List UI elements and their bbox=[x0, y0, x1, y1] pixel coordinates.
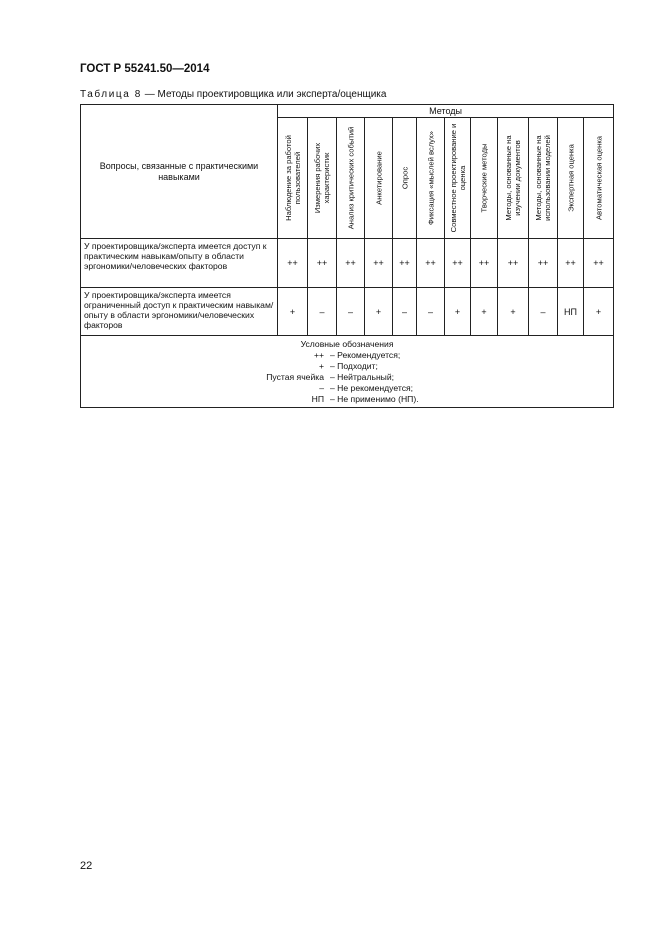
legend-description: – Нейтральный; bbox=[330, 372, 395, 382]
table-row bbox=[81, 239, 614, 288]
method-header bbox=[445, 118, 471, 239]
value-cell: + bbox=[471, 288, 498, 336]
table-row bbox=[81, 288, 614, 336]
legend-description: – Подходит; bbox=[330, 361, 378, 371]
method-header bbox=[365, 118, 393, 239]
method-header bbox=[529, 118, 558, 239]
method-header-text: Творческие методы bbox=[479, 143, 489, 213]
method-header bbox=[393, 118, 417, 239]
method-header-text: Анализ критических событий bbox=[346, 126, 355, 230]
table-caption-text: — Методы проектировщика или эксперта/оценщика bbox=[141, 89, 387, 100]
legend bbox=[81, 336, 614, 408]
method-header-text: Методы, основанные на использовании моделей bbox=[534, 135, 552, 221]
value-cell: НП bbox=[558, 288, 584, 336]
value-cell: ++ bbox=[498, 239, 529, 288]
value-cell: – bbox=[308, 288, 337, 336]
value-cell: ++ bbox=[417, 239, 445, 288]
methods-header: Методы bbox=[278, 105, 614, 118]
value-cell: ++ bbox=[529, 239, 558, 288]
legend-item bbox=[81, 372, 613, 383]
method-header-text: Фиксация «мыслей вслух» bbox=[426, 131, 435, 225]
value-cell: ++ bbox=[365, 239, 393, 288]
legend-symbol: – bbox=[319, 383, 324, 393]
method-header-text: Наблюдение за работой пользователей bbox=[283, 135, 302, 221]
method-header-text: Опрос bbox=[400, 166, 409, 190]
legend-item bbox=[81, 350, 613, 361]
legend-symbol: ++ bbox=[313, 350, 324, 360]
legend-symbol: НП bbox=[311, 394, 324, 404]
methods-table bbox=[80, 104, 614, 408]
value-cell: – bbox=[393, 288, 417, 336]
question-cell: У проектировщика/эксперта имеется доступ к практическим навыкам/опыту в области эргономики/человеческих факторов bbox=[81, 239, 278, 288]
method-header-text: Совместное проектирование и оценка bbox=[448, 123, 467, 233]
value-cell: ++ bbox=[445, 239, 471, 288]
value-cell: + bbox=[445, 288, 471, 336]
questions-header: Вопросы, связанные с практическими навыками bbox=[81, 105, 278, 239]
method-header bbox=[278, 118, 308, 239]
method-header-text: Измерения рабочих характеристик bbox=[313, 142, 331, 214]
value-cell: ++ bbox=[584, 239, 614, 288]
legend-symbol: Пустая ячейка bbox=[266, 372, 324, 382]
value-cell: + bbox=[584, 288, 614, 336]
value-cell: ++ bbox=[471, 239, 498, 288]
method-header bbox=[558, 118, 584, 239]
method-header bbox=[584, 118, 614, 239]
method-header-text: Экспертная оценка bbox=[566, 144, 575, 212]
value-cell: + bbox=[365, 288, 393, 336]
value-cell: + bbox=[498, 288, 529, 336]
table-caption-label: Таблица 8 bbox=[80, 89, 142, 100]
method-header bbox=[471, 118, 498, 239]
legend-description: – Не рекомендуется; bbox=[330, 383, 414, 393]
legend-title: Условные обозначения bbox=[300, 339, 394, 349]
page-number: 22 bbox=[80, 860, 93, 872]
method-header-text: Автоматическая оценка bbox=[594, 135, 604, 221]
value-cell: + bbox=[278, 288, 308, 336]
value-cell: ++ bbox=[558, 239, 584, 288]
value-cell: ++ bbox=[308, 239, 337, 288]
legend-description: – Рекомендуется; bbox=[330, 350, 401, 360]
method-header-text: Анкетирование bbox=[374, 151, 383, 205]
standard-code: ГОСТ Р 55241.50—2014 bbox=[80, 63, 210, 75]
legend-symbol: + bbox=[318, 361, 324, 371]
value-cell: – bbox=[529, 288, 558, 336]
table-caption bbox=[80, 89, 386, 100]
value-cell: ++ bbox=[337, 239, 365, 288]
legend-item bbox=[81, 383, 613, 394]
method-header bbox=[308, 118, 337, 239]
value-cell: ++ bbox=[393, 239, 417, 288]
value-cell: – bbox=[337, 288, 365, 336]
value-cell: – bbox=[417, 288, 445, 336]
method-header bbox=[417, 118, 445, 239]
method-header bbox=[498, 118, 529, 239]
value-cell: ++ bbox=[278, 239, 308, 288]
legend-item bbox=[81, 394, 613, 405]
legend-description: – Не применимо (НП). bbox=[330, 394, 419, 404]
method-header bbox=[337, 118, 365, 239]
legend-item bbox=[81, 361, 613, 372]
method-header-text: Методы, основанные на изучении документов bbox=[504, 135, 522, 221]
question-cell: У проектировщика/эксперта имеется ограниченный доступ к практическим навыкам/опыту в области эргономики/человеческих факторов bbox=[81, 288, 278, 336]
